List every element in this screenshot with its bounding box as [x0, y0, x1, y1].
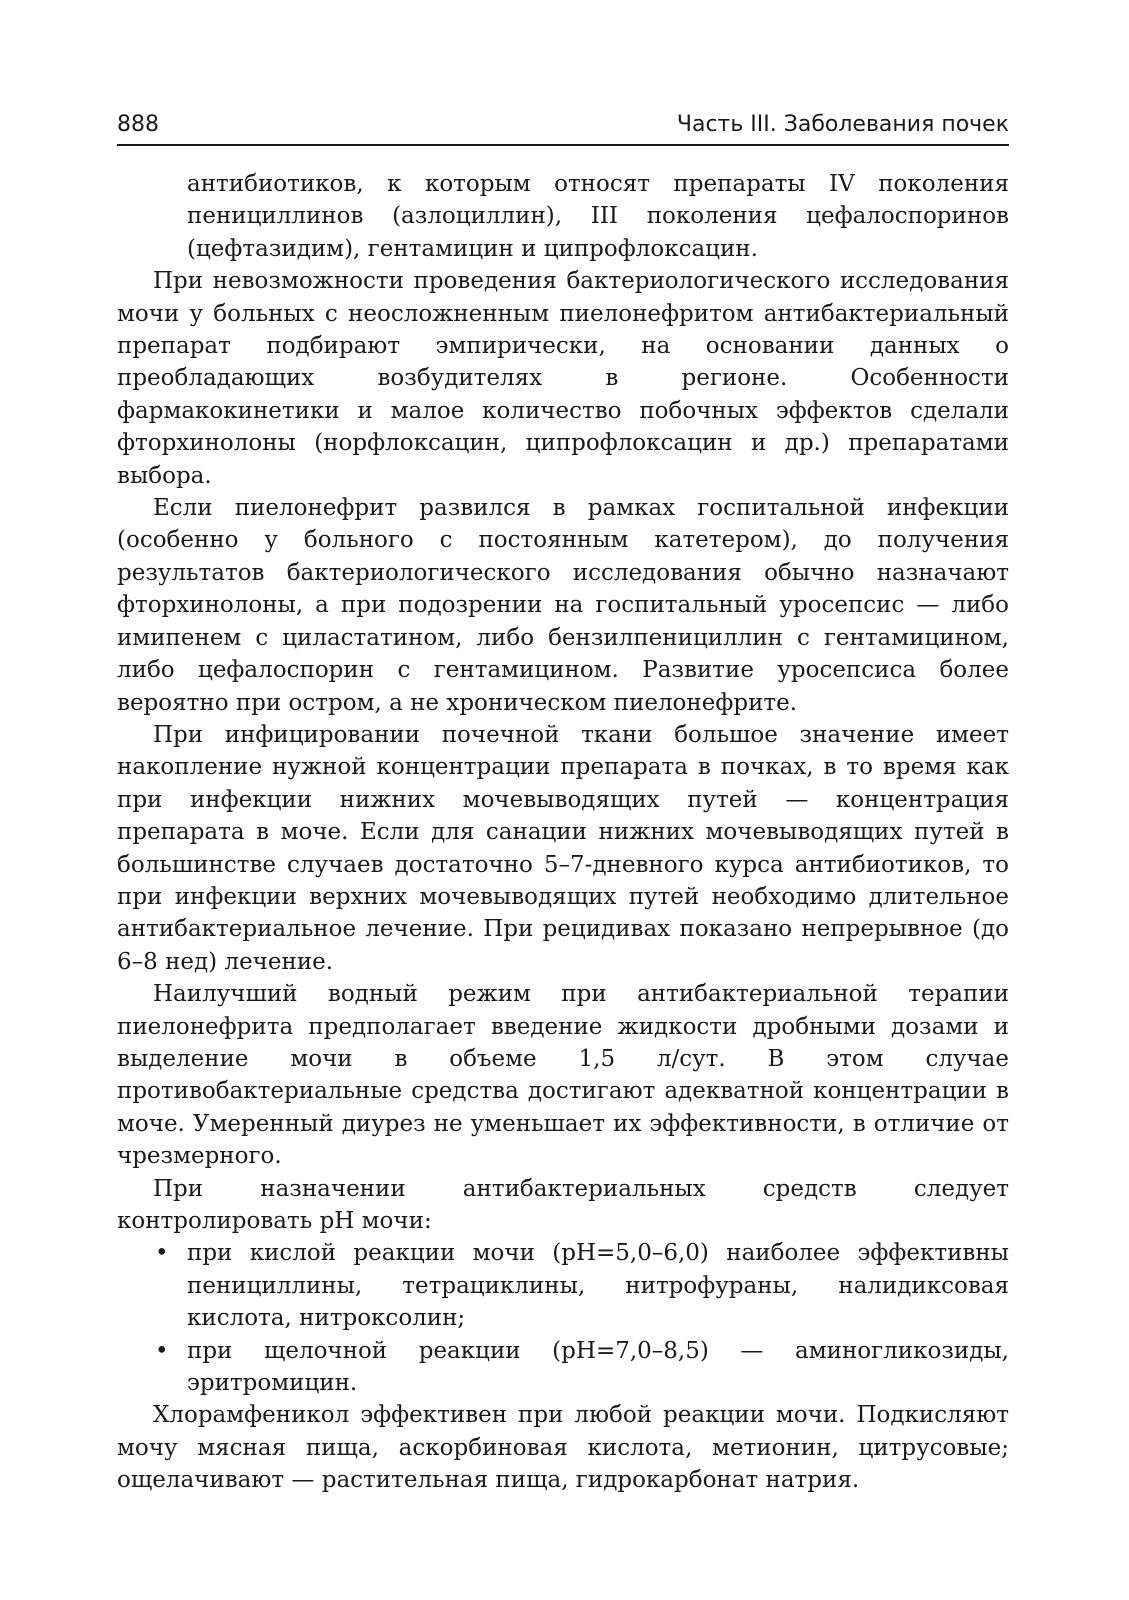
- paragraph-ph-control: При назначении антибактериальных средств следует контролировать pH мочи:: [117, 1175, 1009, 1234]
- paragraph-water-regime: Наилучший водный режим при антибактериальной терапии пиелонефрита предполагает введение жидкости дробными дозами и выделение мочи в объеме 1,5 л/сут. В этом случае противобактериальные средства достигают адекватной концентрации в моче. Умеренный диурез не уменьшает их эффективности, в отличие от чрезмерного.: [117, 981, 1009, 1170]
- list-item: [117, 1237, 1009, 1334]
- text-body: [117, 168, 1009, 1497]
- paragraph-chloramphenicol: Хлорамфеникол эффективен при любой реакции мочи. Подкисляют мочу мясная пища, аскорбиновая кислота, метионин, цитрусовые; ощелачивают — растительная пища, гидрокарбонат натрия.: [117, 1402, 1009, 1494]
- paragraph-drug-concentration: При инфицировании почечной ткани большое значение имеет накопление нужной концентрации препарата в почках, в то время как при инфекции нижних мочевыводящих путей — концентрация препарата в моче. Если для санации нижних мочевыводящих путей в большинстве случаев достаточно 5–7-дневного курса антибиотиков, то при инфекции верхних мочевыводящих путей необходимо длительное антибактериальное лечение. При рецидивах показано непрерывное (до 6–8 нед) лечение.: [117, 721, 1009, 975]
- running-title: Часть III. Заболевания почек: [676, 112, 1009, 137]
- list-item: [117, 1335, 1009, 1400]
- paragraph-empirical-therapy: При невозможности проведения бактериологического исследования мочи у больных с неосложненным пиелонефритом антибактериальный препарат подбирают эмпирически, на основании данных о преобладающих возбудителях в регионе. Особенности фармакокинетики и малое количество побочных эффектов сделали фторхинолоны (норфлоксацин, ципрофлоксацин и др.) препаратами выбора.: [117, 268, 1009, 489]
- list-continuation-text: антибиотиков, к которым относят препараты IV поколения пенициллинов (азлоциллин), III поколения цефалоспоринов (цефтазидим), гентамицин и ципрофлоксацин.: [187, 171, 1009, 262]
- paragraph-hospital-infection: Если пиелонефрит развился в рамках госпитальной инфекции (особенно у больного с постоянным катетером), до получения результатов бактериологического исследования обычно назначают фторхинолоны, а при подозрении на госпитальный уросепсис — либо имипенем с циластатином, либо бензилпенициллин с гентамицином, либо цефалоспорин с гентамицином. Развитие уросепсиса более вероятно при остром, а не хроническом пиелонефрите.: [117, 495, 1009, 716]
- list-item-text: при щелочной реакции (pH=7,0–8,5) — аминогликозиды, эритромицин.: [187, 1337, 1009, 1397]
- list-item-text: при кислой реакции мочи (pH=5,0–6,0) наиболее эффективны пенициллины, тетрациклины, нитрофураны, налидиксовая кислота, нитроксолин;: [187, 1240, 1009, 1332]
- page-number: 888: [117, 112, 159, 137]
- ph-bullet-list: [117, 1237, 1009, 1399]
- bullet-icon: •: [155, 1240, 169, 1267]
- page-header: [117, 104, 1009, 146]
- bullet-icon: •: [155, 1337, 169, 1364]
